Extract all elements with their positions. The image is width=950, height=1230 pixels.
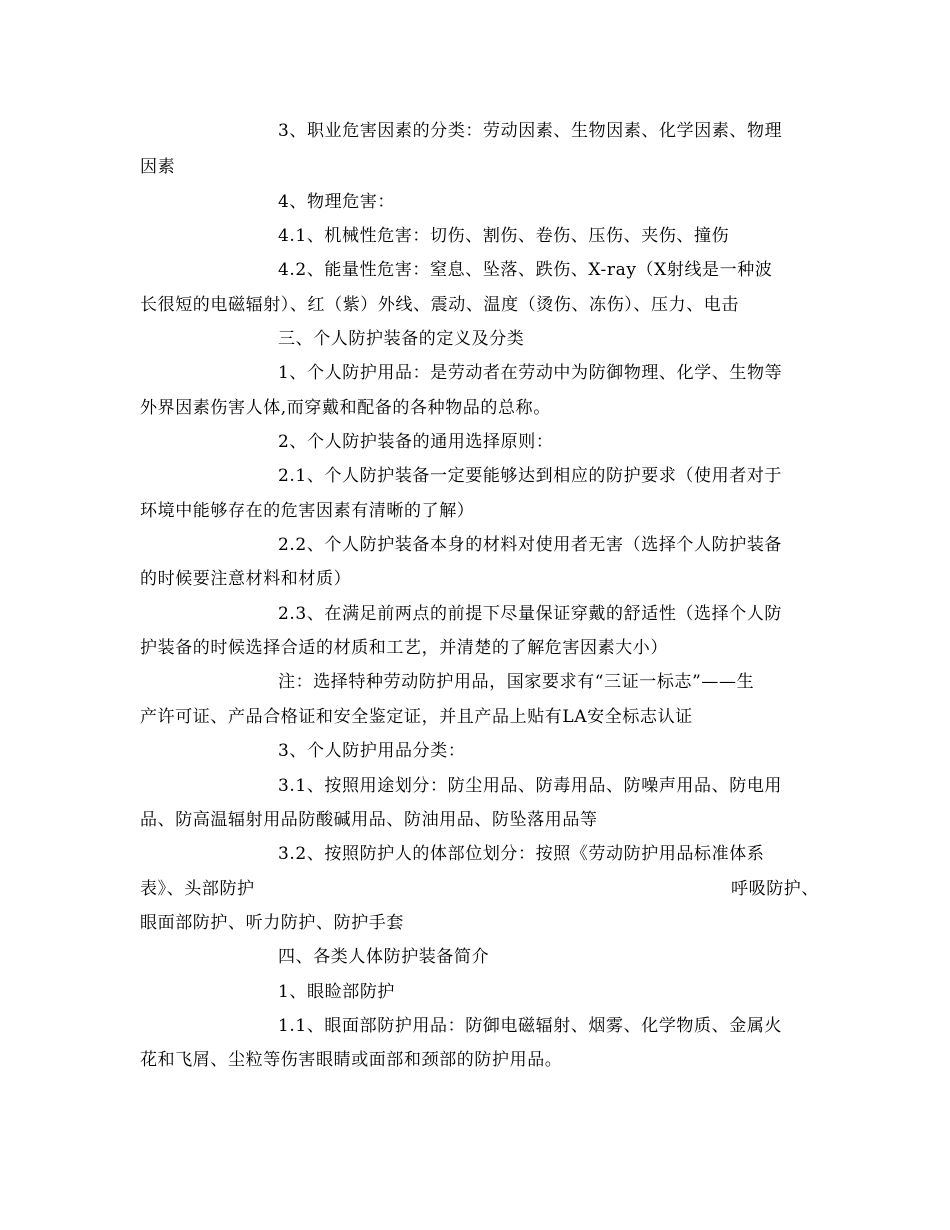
section-heading: 三、个人防护装备的定义及分类 (278, 329, 525, 349)
text-line: 表》、头部防护 (140, 879, 255, 899)
note-line: 注：选择特种劳动防护用品，国家要求有“三证一标志”——生 (278, 672, 755, 692)
text-line: 的时候要注意材料和材质） (140, 569, 352, 589)
text-line: 2.1、个人防护装备一定要能够达到相应的防护要求（使用者对于 (278, 466, 783, 486)
text-line: 2.2、个人防护装备本身的材料对使用者无害（选择个人防护装备 (278, 535, 783, 555)
text-line: 1、个人防护用品：是劳动者在劳动中为防御物理、化学、生物等 (278, 363, 783, 383)
text-line: 1、眼睑部防护 (278, 982, 396, 1002)
text-line: 2.3、在满足前两点的前提下尽量保证穿戴的舒适性（选择个人防 (278, 604, 783, 624)
text-line: 因素 (140, 157, 176, 177)
text-line: 外界因素伤害人体,而穿戴和配备的各种物品的总称。 (140, 398, 551, 418)
text-line: 3、个人防护用品分类： (278, 741, 466, 761)
text-line: 环境中能够存在的危害因素有清晰的了解） (140, 501, 475, 521)
text-line: 4、物理危害： (278, 192, 396, 212)
note-line: 产许可证、产品合格证和安全鉴定证，并且产品上贴有LA安全标志认证 (140, 707, 693, 727)
text-line: 4.2、能量性危害：窒息、坠落、跌伤、X-ray（X射线是一种波 (278, 260, 773, 280)
section-heading: 四、各类人体防护装备简介 (278, 947, 490, 967)
text-line: 护装备的时候选择合适的材质和工艺，并清楚的了解危害因素大小） (140, 638, 668, 658)
text-line: 品、防高温辐射用品防酸碱用品、防油用品、防坠落用品等 (140, 810, 598, 830)
text-line: 4.1、机械性危害：切伤、割伤、卷伤、压伤、夹伤、撞伤 (278, 226, 730, 246)
text-line: 花和飞屑、尘粒等伤害眼睛或面部和颈部的防护用品。 (140, 1050, 563, 1070)
text-line: 2、个人防护装备的通用选择原则： (278, 432, 554, 452)
text-line: 长很短的电磁辐射）、红（紫）外线、震动、温度（烫伤、冻伤）、压力、电击 (140, 295, 739, 315)
text-line: 3、职业危害因素的分类：劳动因素、生物因素、化学因素、物理 (278, 121, 783, 141)
text-line: 眼面部防护、听力防护、防护手套 (140, 913, 404, 933)
text-line: 3.2、按照防护人的体部位划分：按照《劳动防护用品标准体系 (278, 844, 765, 864)
text-line: 呼吸防护、 (731, 879, 819, 899)
text-line: 3.1、按照用途划分：防尘用品、防毒用品、防噪声用品、防电用 (278, 776, 783, 796)
text-line: 1.1、眼面部防护用品：防御电磁辐射、烟雾、化学物质、金属火 (278, 1016, 783, 1036)
